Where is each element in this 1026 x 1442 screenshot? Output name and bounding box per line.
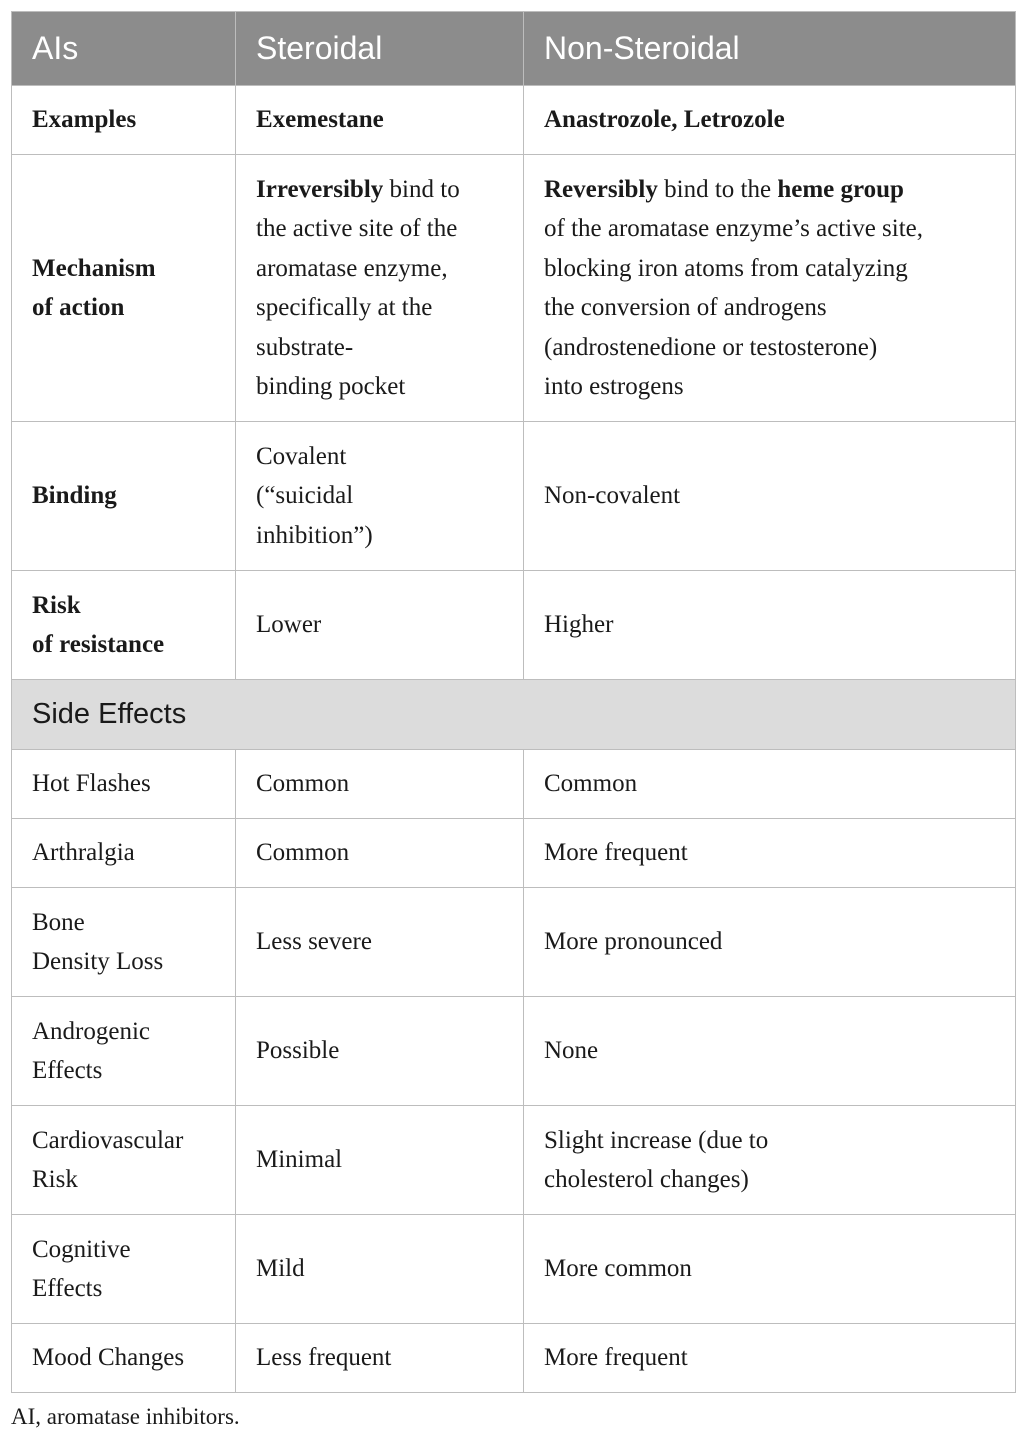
table-row <box>12 888 1016 997</box>
table-row-examples <box>12 86 1016 155</box>
row-label-binding: Binding <box>12 422 236 571</box>
side-effect-steroidal: Less frequent <box>236 1324 524 1393</box>
side-effect-steroidal: Possible <box>236 997 524 1106</box>
side-effect-nonsteroidal: More common <box>524 1215 1016 1324</box>
row-label-resistance: Risk of resistance <box>12 571 236 680</box>
table-header-row <box>12 12 1016 86</box>
cell-binding-steroidal: Covalent (“suicidal inhibition”) <box>236 422 524 571</box>
cell-examples-nonsteroidal: Anastrozole, Letrozole <box>524 86 1016 155</box>
comparison-table-container <box>11 11 1015 1393</box>
side-effect-nonsteroidal: None <box>524 997 1016 1106</box>
side-effect-label: Cardiovascular Risk <box>12 1106 236 1215</box>
table-row <box>12 1106 1016 1215</box>
cell-binding-nonsteroidal: Non-covalent <box>524 422 1016 571</box>
cell-mechanism-nonsteroidal: Reversibly bind to the heme group of the aromatase enzyme’s active site, blocking iron atoms from catalyzing the conversion of androgens (androstenedione or testosterone) into estrogens <box>524 155 1016 422</box>
side-effect-label: Bone Density Loss <box>12 888 236 997</box>
side-effect-label: Hot Flashes <box>12 750 236 819</box>
side-effect-steroidal: Mild <box>236 1215 524 1324</box>
row-label-mechanism: Mechanism of action <box>12 155 236 422</box>
section-title-side-effects: Side Effects <box>12 680 1016 750</box>
cell-mechanism-steroidal: Irreversibly bind to the active site of the aromatase enzyme, specifically at the substrate- binding pocket <box>236 155 524 422</box>
side-effect-label: Androgenic Effects <box>12 997 236 1106</box>
table-row <box>12 997 1016 1106</box>
table-row <box>12 1215 1016 1324</box>
side-effect-label: Arthralgia <box>12 819 236 888</box>
table-row <box>12 750 1016 819</box>
row-label-examples: Examples <box>12 86 236 155</box>
side-effect-steroidal: Common <box>236 819 524 888</box>
side-effect-nonsteroidal: Common <box>524 750 1016 819</box>
side-effect-label: Mood Changes <box>12 1324 236 1393</box>
table-row <box>12 1324 1016 1393</box>
side-effect-steroidal: Less severe <box>236 888 524 997</box>
cell-resistance-steroidal: Lower <box>236 571 524 680</box>
header-ais: AIs <box>12 12 236 86</box>
side-effect-steroidal: Common <box>236 750 524 819</box>
side-effect-nonsteroidal: More pronounced <box>524 888 1016 997</box>
table-footnote: AI, aromatase inhibitors. <box>11 1404 240 1429</box>
cell-examples-steroidal: Exemestane <box>236 86 524 155</box>
header-nonsteroidal: Non-Steroidal <box>524 12 1016 86</box>
side-effect-label: Cognitive Effects <box>12 1215 236 1324</box>
side-effect-nonsteroidal: Slight increase (due to cholesterol changes) <box>524 1106 1016 1215</box>
table-row-resistance <box>12 571 1016 680</box>
side-effect-nonsteroidal: More frequent <box>524 1324 1016 1393</box>
table-row-mechanism <box>12 155 1016 422</box>
header-steroidal: Steroidal <box>236 12 524 86</box>
side-effect-steroidal: Minimal <box>236 1106 524 1215</box>
table-row-binding <box>12 422 1016 571</box>
table-row <box>12 819 1016 888</box>
cell-resistance-nonsteroidal: Higher <box>524 571 1016 680</box>
section-row-side-effects <box>12 680 1016 750</box>
ai-comparison-table <box>11 11 1016 1393</box>
side-effect-nonsteroidal: More frequent <box>524 819 1016 888</box>
